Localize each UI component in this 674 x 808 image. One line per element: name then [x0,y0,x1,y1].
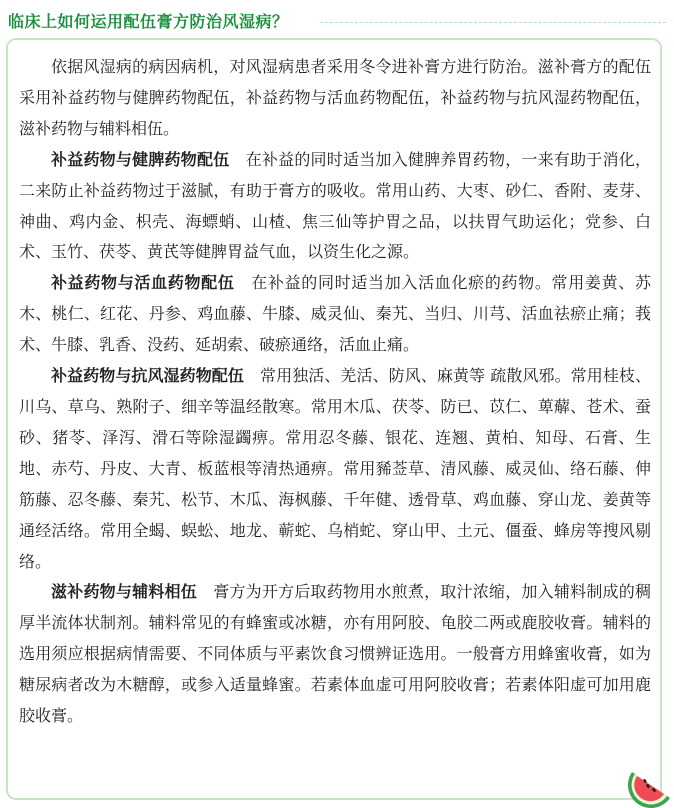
paragraph-text: 常用独活、羌活、防风、麻黄等 疏散风邪。常用桂枝、川乌、草乌、熟附子、细辛等温经散寒。常用木瓜、茯苓、防已、苡仁、萆薢、苍术、蚕砂、猪苓、泽泻、滑石等除湿蠲痹。常用忍冬藤、银花、连翘、黄柏、知母、石膏、生地、赤芍、丹皮、大青、板蓝根等清热通痹。常用豨莶草、清风藤、威灵仙、络石藤、伸筋藤、忍冬藤、秦艽、松节、木瓜、海枫藤、千年健、透骨草、鸡血藤、穿山龙、姜黄等通经活络。常用全蝎、蜈蚣、地龙、蕲蛇、乌梢蛇、穿山甲、土元、僵蚕、蜂房等搜风剔络。 [19,366,651,571]
paragraph-lead: 补益药物与抗风湿药物配伍 [51,366,244,386]
paragraph-text: 依据风湿病的病因病机，对风湿病患者采用冬令进补膏方进行防治。滋补膏方的配伍采用补益药物与健脾药物配伍，补益药物与活血药物配伍，补益药物与抗风湿药物配伍，滋补药物与辅料相伍。 [19,57,651,138]
article-body [19,52,651,732]
paragraph-text: 膏方为开方后取药物用水煎煮，取汁浓缩，加入辅料制成的稠厚半流体状制剂。辅料常见的有蜂蜜或冰糖，亦有用阿胶、龟胶二两或鹿胶收膏。辅料的选用须应根据病情需要、不同体质与平素饮食习惯辨证选用。一般膏方用蜂蜜收膏，如为糖尿病者改为木糖醇，或参入适量蜂蜜。若素体血虚可用阿胶收膏；若素体阳虚可加用鹿胶收膏。 [19,582,651,726]
paragraph-lead: 补益药物与健脾药物配伍 [51,149,230,169]
tonic-excipient-paragraph [19,577,651,732]
paragraph-text: 在补益的同时适当加入活血化瘀的药物。常用姜黄、苏木、桃仁、红花、丹参、鸡血藤、牛膝、威灵仙、秦艽、当归、川芎、活血祛瘀止痛；莪术、牛膝、乳香、没药、延胡索、破瘀通络，活血止痛。 [19,273,651,355]
watermelon-slice-icon [626,762,674,808]
intro-paragraph [19,52,651,145]
tonic-antirheumatic-paragraph [19,361,651,577]
page-header [8,6,289,34]
title-divider [320,22,666,23]
tonic-blood-paragraph [19,268,651,361]
page-title: 临床上如何运用配伍膏方防治风湿病？ [8,11,289,31]
paragraph-lead: 滋补药物与辅料相伍 [51,582,197,602]
tonic-spleen-paragraph [19,145,651,269]
paragraph-text: 在补益的同时适当加入健脾养胃药物，一来有助于消化，二来防止补益药物过于滋腻，有助于膏方的吸收。常用山药、大枣、砂仁、香附、麦芽、神曲、鸡内金、枳壳、海螵蛸、山楂、焦三仙等护胃之品，以扶胃气助运化；党参、白术、玉竹、茯苓、黄芪等健脾胃益气血，以资生化之源。 [19,149,651,262]
paragraph-lead: 补益药物与活血药物配伍 [51,273,235,293]
